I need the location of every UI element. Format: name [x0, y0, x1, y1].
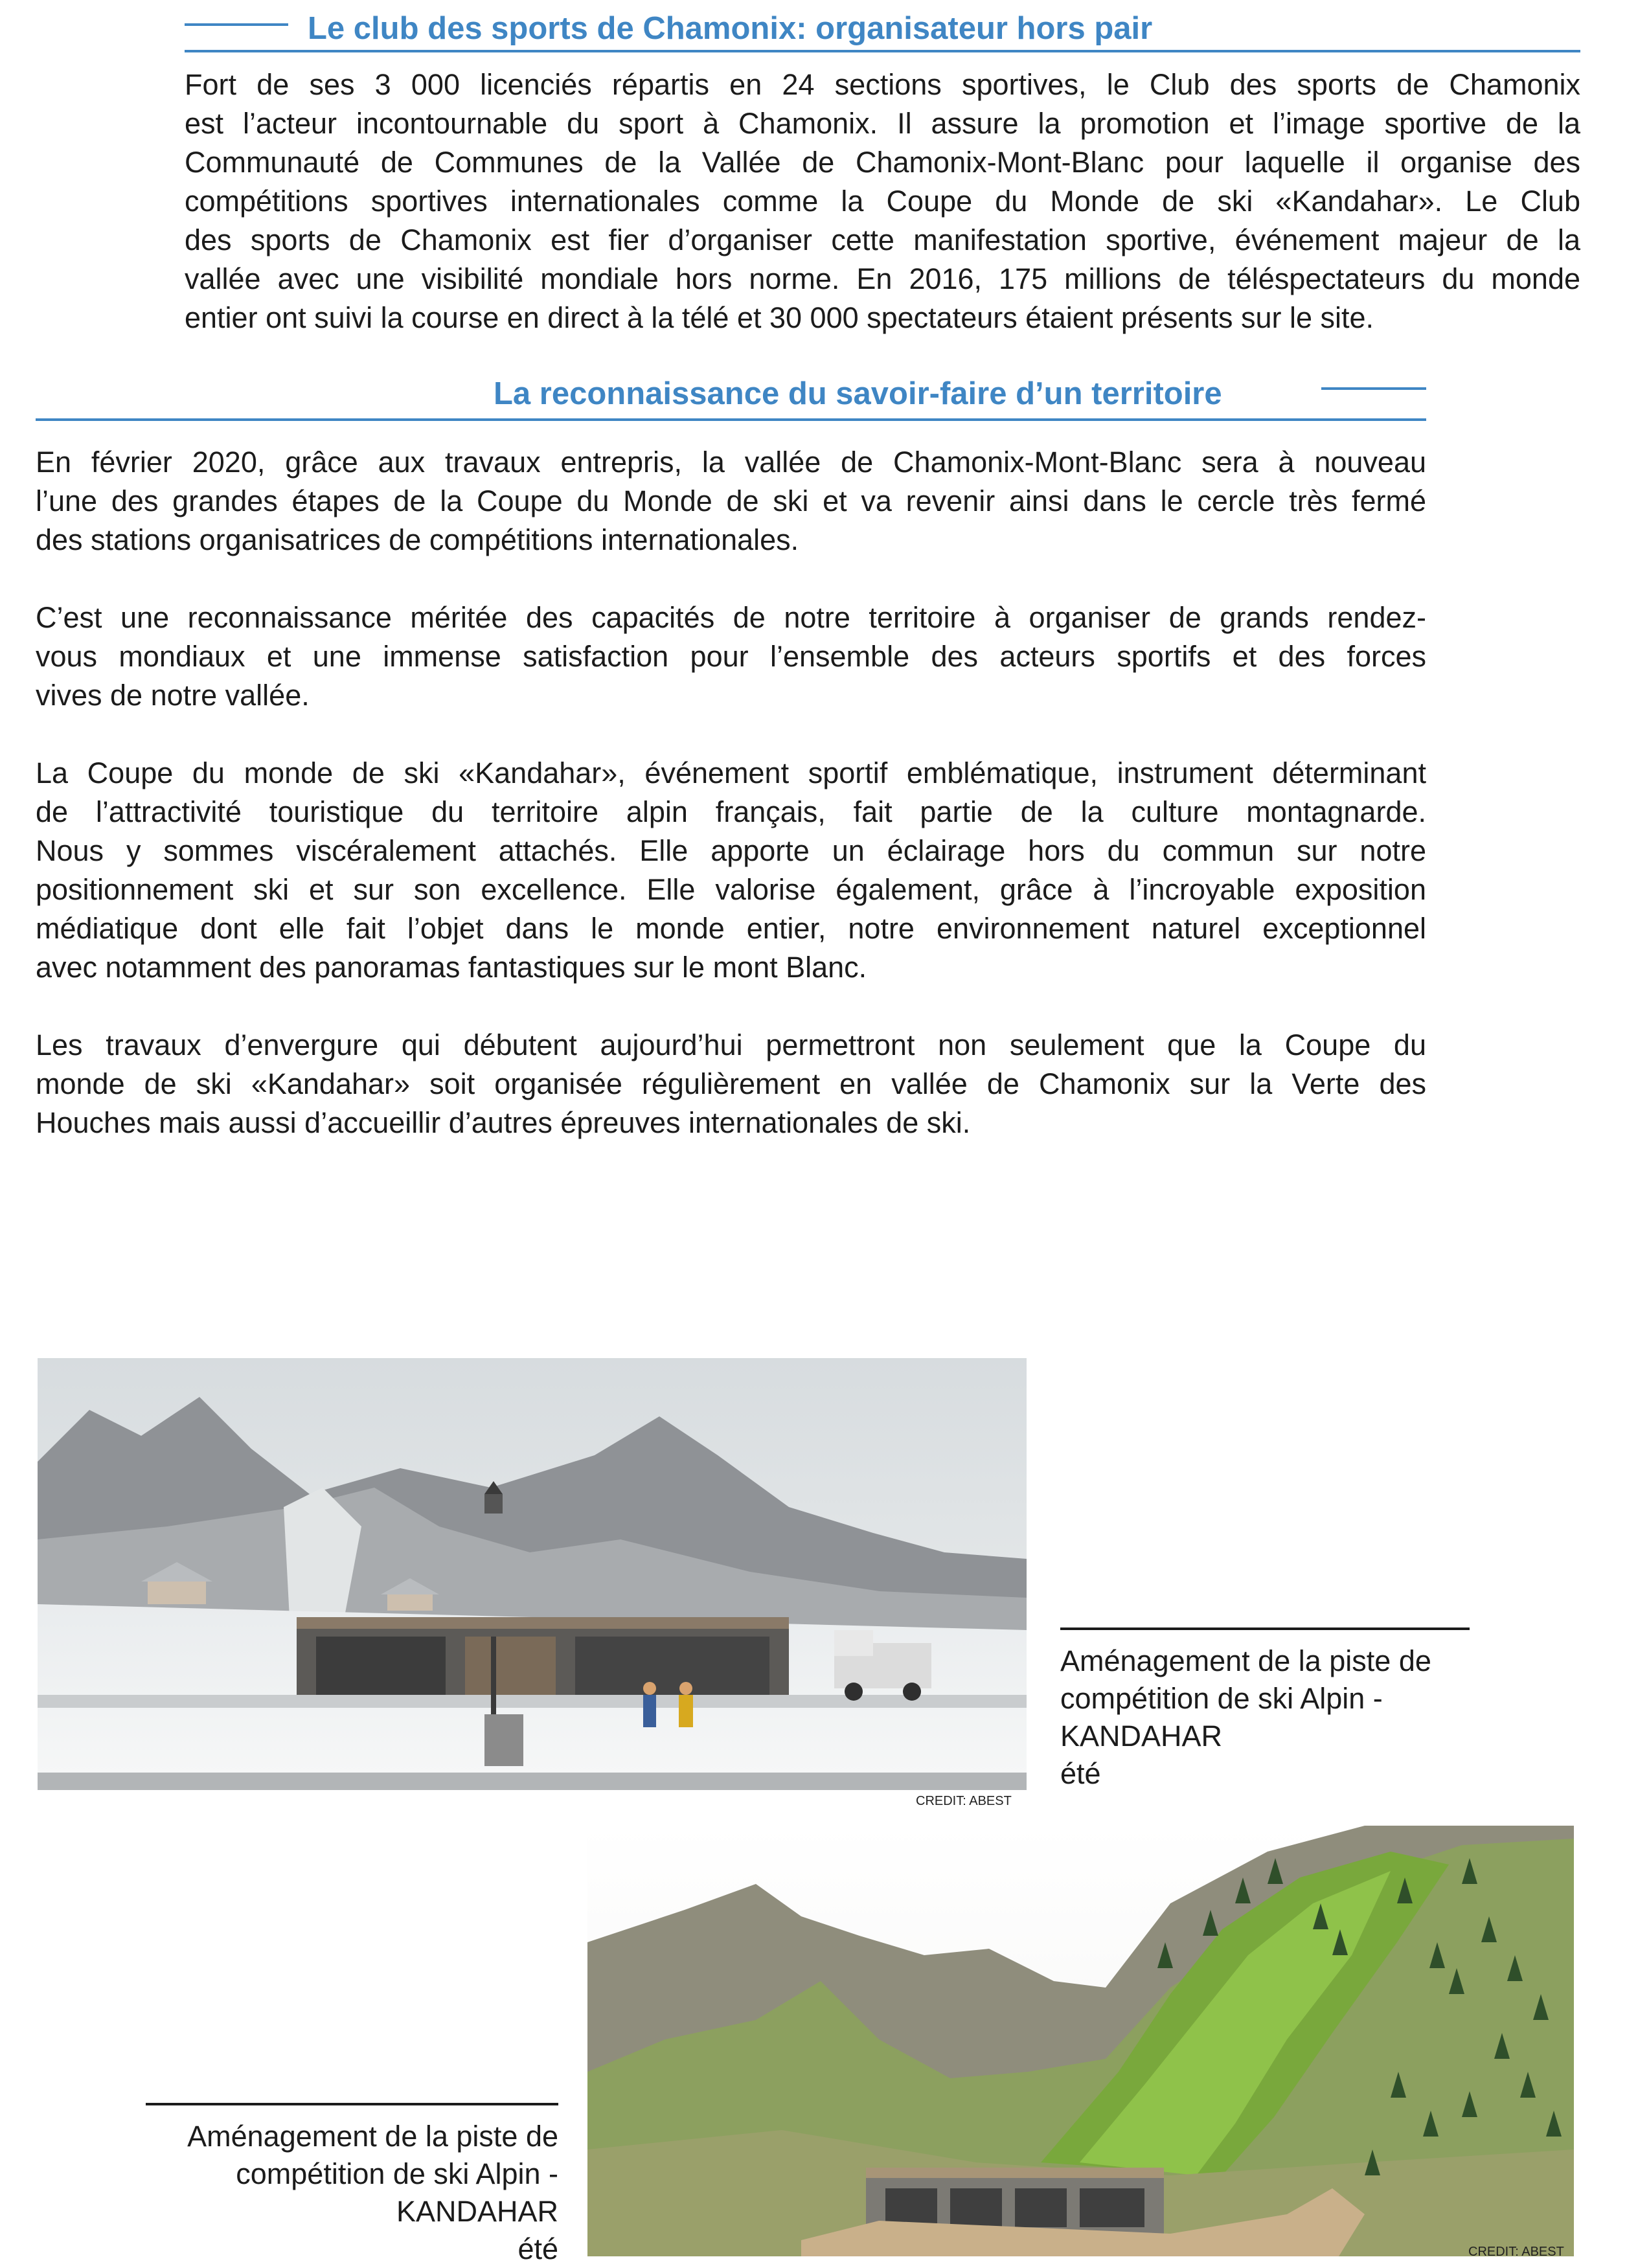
text-line: vives de notre vallée. — [36, 679, 310, 712]
text-line: monde de ski «Kandahar» soit organisée régulièrement en vallée de Chamonix sur la Verte des — [36, 1067, 1426, 1100]
text-line: Fort de ses 3 000 licenciés répartis en 24 sections sportives, le Club des sports de Chamonix — [185, 68, 1580, 101]
figure2-credit: CREDIT: ABEST — [1468, 2245, 1564, 2259]
caption-line: Aménagement de la piste de — [1060, 1644, 1431, 1677]
text-line: l’une des grandes étapes de la Coupe du Monde de ski et va revenir ainsi dans le cercle très fermé — [36, 484, 1426, 517]
caption-line: été — [518, 2232, 558, 2265]
section2-rule-under — [36, 418, 1426, 421]
section1-rule-under — [185, 50, 1580, 52]
section2-paragraph-4 — [36, 1026, 1426, 1142]
text-line: de l’attractivité touristique du territoire alpin français, fait partie de la culture montagnarde. — [36, 795, 1426, 828]
figure2-caption-rule — [146, 2103, 558, 2105]
section1-paragraph — [185, 65, 1580, 337]
section2-paragraph-1 — [36, 443, 1426, 560]
text-line: La Coupe du monde de ski «Kandahar», événement sportif emblématique, instrument déterminant — [36, 756, 1426, 789]
summer-rendering-image — [587, 1826, 1574, 2256]
text-line: Nous y sommes viscéralement attachés. Elle apporte un éclairage hors du commun sur notre — [36, 834, 1426, 867]
caption-line: KANDAHAR — [396, 2195, 558, 2228]
text-line: avec notamment des panoramas fantastiques sur le mont Blanc. — [36, 951, 867, 984]
text-line: entier ont suivi la course en direct à la télé et 30 000 spectateurs étaient présents sur le site. — [185, 301, 1374, 334]
section2-title: La reconnaissance du savoir-faire d’un territoire — [494, 376, 1222, 411]
text-line: Les travaux d’envergure qui débutent aujourd’hui permettront non seulement que la Coupe du — [36, 1028, 1426, 1061]
text-line: positionnement ski et sur son excellence. Elle valorise également, grâce à l’incroyable exposition — [36, 873, 1426, 906]
caption-line: compétition de ski Alpin - — [236, 2157, 558, 2190]
figure1-credit: CREDIT: ABEST — [916, 1794, 1012, 1808]
text-line: des stations organisatrices de compétitions internationales. — [36, 523, 799, 556]
figure1-caption — [1060, 1642, 1488, 1793]
figure1-caption-rule — [1060, 1627, 1470, 1630]
section2-paragraph-3 — [36, 754, 1426, 987]
text-line: des sports de Chamonix est fier d’organiser cette manifestation sportive, événement majeur de la — [185, 223, 1580, 256]
section2-rule-right — [1321, 387, 1426, 390]
text-line: est l’acteur incontournable du sport à Chamonix. Il assure la promotion et l’image sportive de la — [185, 107, 1580, 140]
section1-rule-left — [185, 23, 288, 26]
text-line: Houches mais aussi d’accueillir d’autres épreuves internationales de ski. — [36, 1106, 971, 1139]
text-line: C’est une reconnaissance méritée des capacités de notre territoire à organiser de grands rendez- — [36, 601, 1426, 634]
section2-paragraph-2 — [36, 598, 1426, 715]
text-line: En février 2020, grâce aux travaux entrepris, la vallée de Chamonix-Mont-Blanc sera à nouveau — [36, 446, 1426, 479]
text-line: vous mondiaux et une immense satisfaction pour l’ensemble des acteurs sportifs et des forces — [36, 640, 1426, 673]
caption-line: compétition de ski Alpin - — [1060, 1682, 1383, 1715]
caption-line: Aménagement de la piste de — [187, 2120, 558, 2153]
caption-line: KANDAHAR — [1060, 1719, 1223, 1752]
winter-rendering-image — [38, 1358, 1027, 1790]
section1-title: Le club des sports de Chamonix: organisateur hors pair — [308, 11, 1153, 46]
text-line: vallée avec une visibilité mondiale hors norme. En 2016, 175 millions de téléspectateurs du monde — [185, 262, 1580, 295]
figure2-caption — [130, 2118, 558, 2268]
text-line: compétitions sportives internationales comme la Coupe du Monde de ski «Kandahar». Le Club — [185, 185, 1580, 218]
text-line: médiatique dont elle fait l’objet dans le monde entier, notre environnement naturel exceptionnel — [36, 912, 1426, 945]
text-line: Communauté de Communes de la Vallée de Chamonix-Mont-Blanc pour laquelle il organise des — [185, 146, 1580, 179]
caption-line: été — [1060, 1757, 1101, 1790]
